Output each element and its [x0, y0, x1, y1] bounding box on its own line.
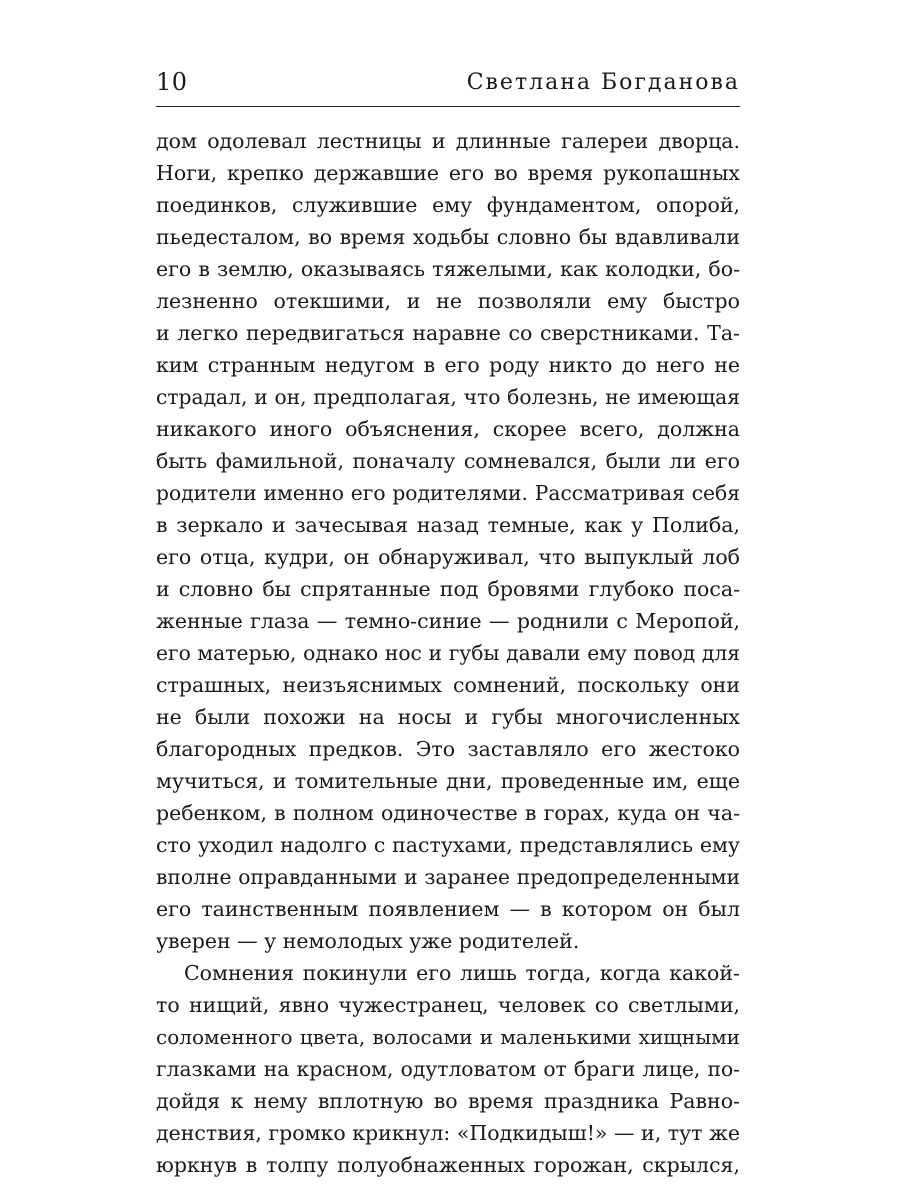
- text-line: глазками на красном, одутловатом от браги лице, по-: [156, 1057, 740, 1081]
- text-line: женные глаза — темно-синие — роднили с Меропой,: [156, 609, 740, 633]
- text-line: никакого иного объяснения, скорее всего, должна: [156, 417, 740, 441]
- text-line: не были похожи на носы и губы многочисленных: [156, 705, 740, 729]
- running-head-author: Светлана Богданова: [466, 70, 740, 95]
- text-line: пьедесталом, во время ходьбы словно бы вдавливали: [156, 225, 740, 249]
- paragraph-end-line: уверен — у немолодых уже родителей.: [156, 929, 580, 953]
- text-line: то нищий, явно чужестранец, человек со светлыми,: [156, 993, 740, 1017]
- text-line: сто уходил надолго с пастухами, представлялись ему: [156, 833, 740, 857]
- text-line: страшных, неизъяснимых сомнений, поскольку они: [156, 673, 740, 697]
- text-line: юркнув в толпу полуобнаженных горожан, скрылся,: [156, 1153, 740, 1177]
- page-header: [156, 64, 740, 104]
- text-line: соломенного цвета, волосами и маленькими хищными: [156, 1025, 740, 1049]
- text-line: и легко передвигаться наравне со сверстниками. Та-: [156, 321, 740, 345]
- text-line: дом одолевал лестницы и длинные галереи дворца.: [156, 129, 740, 153]
- text-line: быть фамильной, поначалу сомневался, были ли его: [156, 449, 740, 473]
- text-line: его матерью, однако нос и губы давали ему повод для: [156, 641, 740, 665]
- text-line: вполне оправданными и заранее предопределенными: [156, 865, 740, 889]
- body-text: [156, 125, 740, 1181]
- text-line: мучиться, и томительные дни, проведенные им, еще: [156, 769, 740, 793]
- text-line: его отца, кудри, он обнаруживал, что выпуклый лоб: [156, 545, 740, 569]
- text-line: ким странным недугом в его роду никто до него не: [156, 353, 740, 377]
- text-line: поединков, служившие ему фундаментом, опорой,: [156, 193, 740, 217]
- text-line: страдал, и он, предполагая, что болезнь, не имеющая: [156, 385, 740, 409]
- text-line: Ноги, крепко державшие его во время рукопашных: [156, 161, 740, 185]
- text-line: дойдя к нему вплотную во время праздника Равно-: [156, 1089, 740, 1113]
- paragraph-start-line: Сомнения покинули его лишь тогда, когда какой-: [184, 961, 740, 985]
- page-number: 10: [156, 68, 188, 96]
- text-line: его таинственным появлением — в котором он был: [156, 897, 740, 921]
- text-line: в зеркало и зачесывая назад темные, как у Полиба,: [156, 513, 740, 537]
- text-line: его в землю, оказываясь тяжелыми, как колодки, бо-: [156, 257, 740, 281]
- text-line: родители именно его родителями. Рассматривая себя: [156, 481, 740, 505]
- text-line: лезненно отекшими, и не позволяли ему быстро: [156, 289, 740, 313]
- text-line: благородных предков. Это заставляло его жестоко: [156, 737, 740, 761]
- text-line: ребенком, в полном одиночестве в горах, куда он ча-: [156, 801, 740, 825]
- text-line: и словно бы спрятанные под бровями глубоко поса-: [156, 577, 740, 601]
- header-divider: [156, 106, 740, 107]
- text-line: денствия, громко крикнул: «Подкидыш!» — и, тут же: [156, 1121, 740, 1145]
